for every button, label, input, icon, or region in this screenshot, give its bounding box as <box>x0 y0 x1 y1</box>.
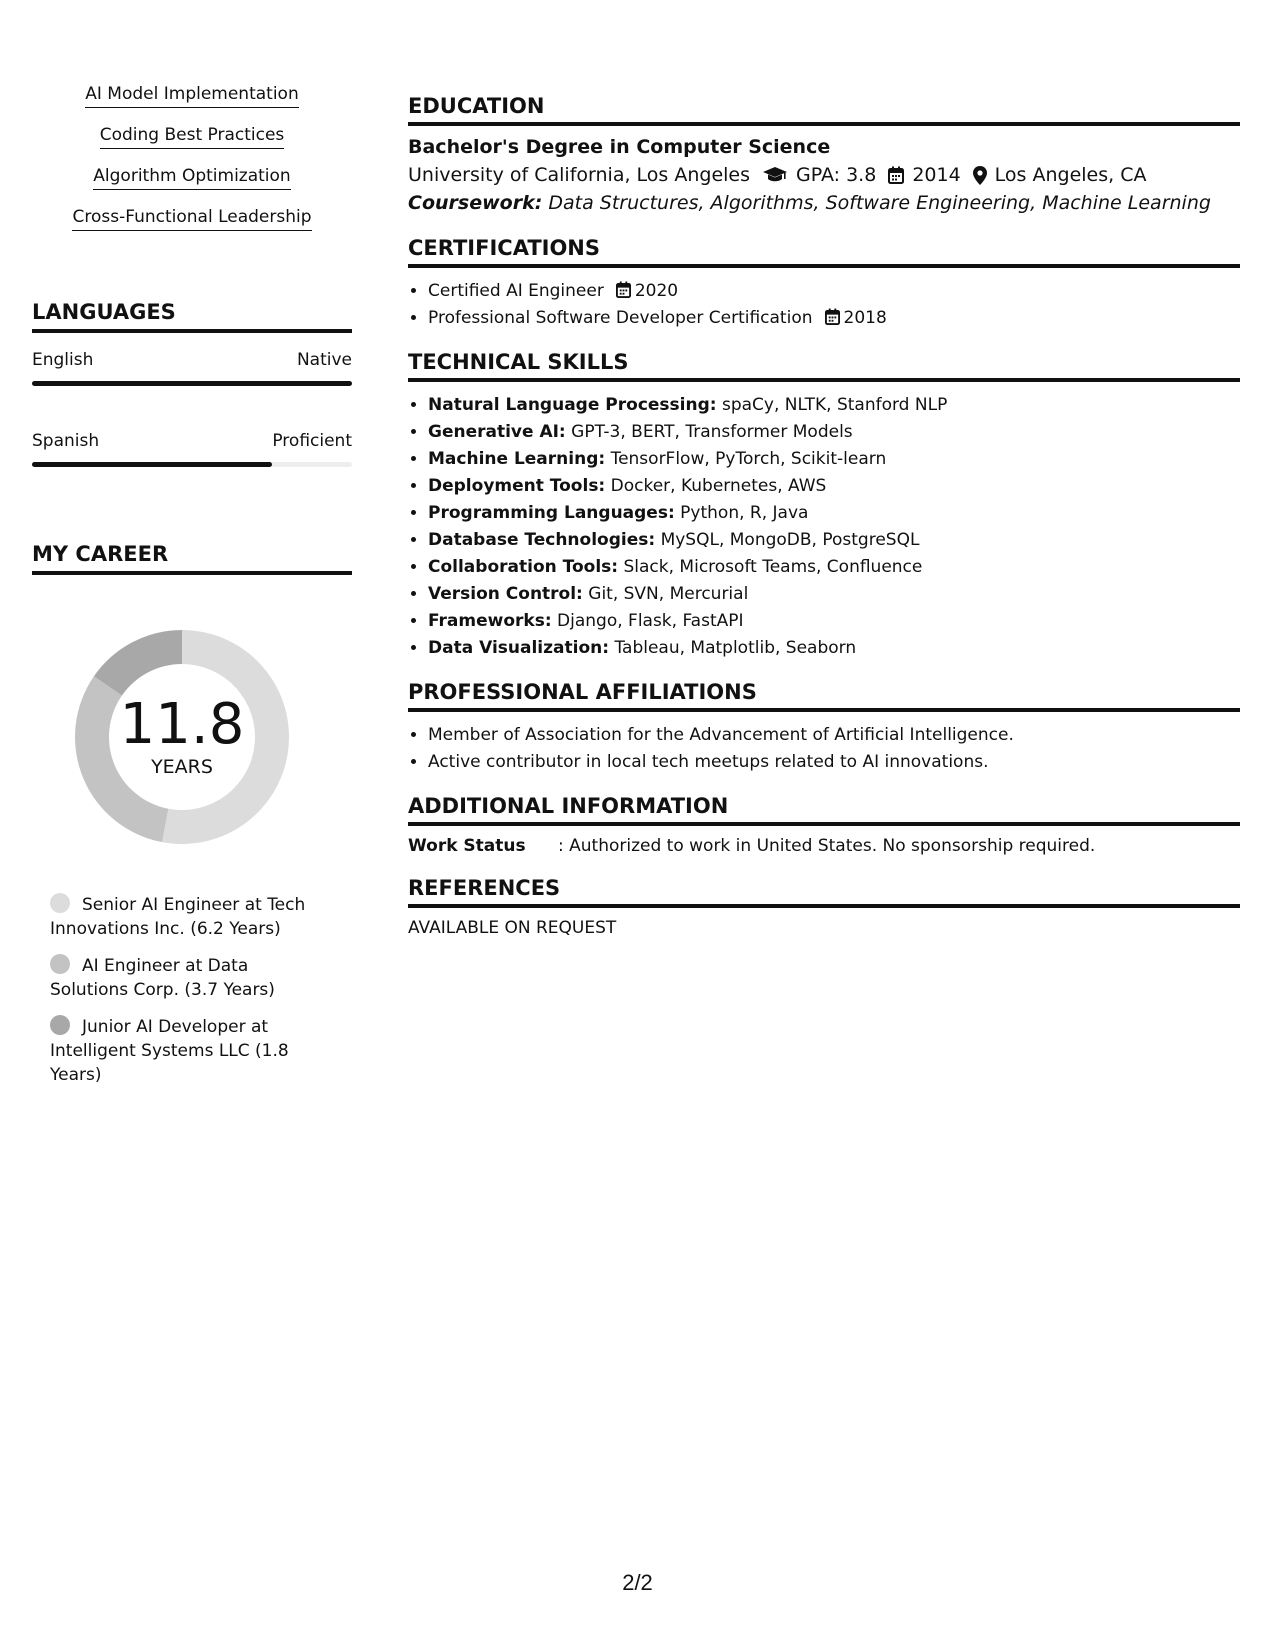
skill-item <box>428 473 1240 500</box>
education-heading: EDUCATION <box>408 94 1240 126</box>
legend-dot <box>50 1015 70 1035</box>
degree-title: Bachelor's Degree in Computer Science <box>408 136 831 158</box>
affiliations-list <box>408 722 1240 776</box>
certification-name: Certified AI Engineer <box>428 281 604 301</box>
language-level: Native <box>296 350 352 370</box>
affiliation-item: • Member of Association for the Advancement of Artificial Intelligence. <box>428 722 1240 749</box>
skill-item <box>428 392 1240 419</box>
skill-label: Generative AI: <box>428 422 566 442</box>
affiliations-heading: PROFESSIONAL AFFILIATIONS <box>408 680 1240 712</box>
language-name: Spanish <box>32 431 100 451</box>
legend-dot <box>50 954 70 974</box>
location-pin-icon <box>973 166 987 185</box>
certification-item <box>428 305 1240 332</box>
calendar-icon <box>888 166 904 184</box>
graduation-year: 2014 <box>912 164 961 186</box>
coursework-list: Data Structures, Algorithms, Software Engineering, Machine Learning <box>548 192 1211 214</box>
career-section <box>32 542 352 1100</box>
skill-value: Git, SVN, Mercurial <box>588 584 749 604</box>
skill-label: Collaboration Tools: <box>428 557 619 577</box>
references-text: AVAILABLE ON REQUEST <box>408 918 617 938</box>
career-legend-item: AI Engineer at Data Solutions Corp. (3.7 Years) <box>50 956 275 1000</box>
career-total-unit: YEARS <box>151 756 213 778</box>
skill-label: Database Technologies: <box>428 530 656 550</box>
left-column <box>32 84 352 1085</box>
skill-label: Machine Learning: <box>428 449 606 469</box>
additional-info-heading: ADDITIONAL INFORMATION <box>408 794 1240 826</box>
skill-value: spaCy, NLTK, Stanford NLP <box>721 395 948 415</box>
language-name: English <box>32 350 94 370</box>
career-heading: MY CAREER <box>32 542 352 575</box>
skill-item <box>428 581 1240 608</box>
skill-tag: Algorithm Optimization <box>93 166 290 190</box>
skill-item <box>428 635 1240 662</box>
skill-value: Docker, Kubernetes, AWS <box>610 476 827 496</box>
career-legend <box>50 893 310 1087</box>
skill-value: MySQL, MongoDB, PostgreSQL <box>660 530 920 550</box>
skill-value: Tableau, Matplotlib, Seaborn <box>614 638 857 658</box>
language-level: Proficient <box>272 431 352 451</box>
language-bar-fill <box>32 381 352 386</box>
skill-tag: AI Model Implementation <box>85 84 298 108</box>
certifications-list <box>408 278 1240 332</box>
career-legend-item: Junior AI Developer at Intelligent Systems LLC (1.8 Years) <box>50 1017 289 1085</box>
career-donut <box>62 617 302 857</box>
school-location: Los Angeles, CA <box>994 164 1147 186</box>
skill-label: Frameworks: <box>428 611 552 631</box>
skill-value: Python, R, Java <box>680 503 809 523</box>
gpa: GPA: 3.8 <box>796 164 877 186</box>
skill-item <box>428 608 1240 635</box>
skill-tags <box>32 84 352 248</box>
languages-section <box>32 300 352 467</box>
page-number: 2/2 <box>622 1570 653 1595</box>
skill-value: TensorFlow, PyTorch, Scikit-learn <box>610 449 887 469</box>
certifications-heading: CERTIFICATIONS <box>408 236 1240 268</box>
skill-item <box>428 446 1240 473</box>
graduation-cap-icon <box>762 166 788 184</box>
certification-name: Professional Software Developer Certification <box>428 308 813 328</box>
calendar-icon <box>825 308 840 325</box>
work-status-value: : Authorized to work in United States. No sponsorship required. <box>558 836 1096 856</box>
certification-item <box>428 278 1240 305</box>
education-details <box>408 164 1240 186</box>
language-bar <box>32 381 352 386</box>
references-heading: REFERENCES <box>408 876 1240 908</box>
skill-label: Version Control: <box>428 584 583 604</box>
language-bar-fill <box>32 462 272 467</box>
technical-skills-heading: TECHNICAL SKILLS <box>408 350 1240 382</box>
language-row <box>32 350 352 370</box>
skill-label: Data Visualization: <box>428 638 610 658</box>
skill-item <box>428 500 1240 527</box>
work-status-row <box>408 836 1240 856</box>
language-row <box>32 431 352 451</box>
career-legend-item: Senior AI Engineer at Tech Innovations Inc. (6.2 Years) <box>50 895 306 939</box>
skill-item <box>428 527 1240 554</box>
skill-label: Programming Languages: <box>428 503 675 523</box>
language-bar <box>32 462 352 467</box>
right-column <box>408 94 1240 938</box>
coursework <box>408 192 1240 214</box>
skill-value: Slack, Microsoft Teams, Confluence <box>623 557 923 577</box>
certification-year: 2020 <box>634 281 679 301</box>
technical-skills-list <box>408 392 1240 662</box>
coursework-label: Coursework: <box>408 192 543 214</box>
skill-tag: Coding Best Practices <box>100 125 285 149</box>
affiliation-item: • Active contributor in local tech meetups related to AI innovations. <box>428 749 1240 776</box>
skill-value: GPT-3, BERT, Transformer Models <box>571 422 853 442</box>
skill-item <box>428 554 1240 581</box>
languages-heading: LANGUAGES <box>32 300 352 333</box>
certification-year: 2018 <box>843 308 887 328</box>
calendar-icon <box>616 281 631 298</box>
career-total-years: 11.8 <box>119 692 245 757</box>
skill-label: Deployment Tools: <box>428 476 606 496</box>
legend-dot <box>50 893 70 913</box>
school-name: University of California, Los Angeles <box>408 164 751 186</box>
skill-label: Natural Language Processing: <box>428 395 717 415</box>
skill-item <box>428 419 1240 446</box>
skill-tag: Cross-Functional Leadership <box>72 207 311 231</box>
skill-value: Django, Flask, FastAPI <box>557 611 744 631</box>
work-status-label: Work Status <box>408 836 526 856</box>
